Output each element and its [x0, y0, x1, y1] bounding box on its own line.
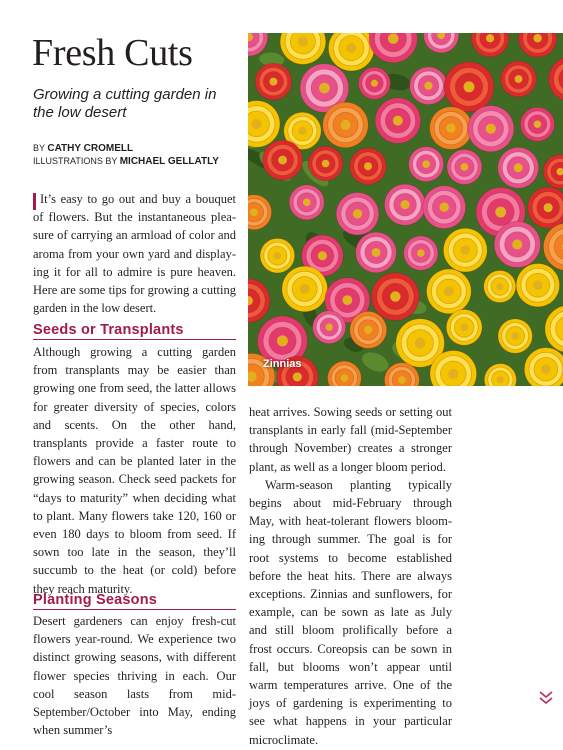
intro-block [33, 190, 236, 317]
planting-paragraph-right-2: Warm-season planting typically begins about mid-February through May, with heat-tolerant flowers blooming through summer. The goal is for root systems to become established before the heat hits. There are always exceptions. Zinnias and sunflowers, for example, can be sown as late as July and still bloom prolifically before a frost occurs. Coreopsis can be sown in fall, but blooms won’t appear until warm temperatures arrive. One of the joys of gardening is experimenting to see what happens in your particular microclimate. [249, 477, 452, 747]
zinnia-flower [516, 263, 559, 306]
zinnia-flower [520, 107, 554, 141]
zinnia-flower [375, 98, 420, 143]
zinnia-flower [260, 238, 295, 273]
author-line [33, 142, 243, 155]
drop-bar [33, 193, 36, 210]
byline-prefix: BY [33, 143, 45, 153]
seeds-paragraph: Although growing a cutting garden from transplants may be easier than growing one from seed, the latter allows for greater diversity of species, colors and scents. On the other hand, transplants provide a faster route to flowers and can be planted later in the growing season. Check seed packets for “days to maturity” when deciding what to plant. Many flowers take 120, 160 or even 180 days to bloom from seed. If sown too late in the season, they’ll succumb to the heat (or cold) before they reach maturity. [33, 345, 236, 596]
photo-caption: Zinnias [263, 358, 302, 370]
zinnia-flower [468, 106, 514, 152]
article-title: Fresh Cuts [32, 32, 193, 74]
intro-paragraph [33, 190, 236, 317]
zinnia-flower [404, 236, 438, 270]
section-heading-seeds: Seeds or Transplants [33, 322, 184, 338]
zinnia-flower [443, 228, 487, 272]
zinnia-flower [263, 140, 303, 180]
zinnia-flower [498, 319, 532, 353]
zinnia-flower [444, 62, 494, 112]
illustrator-name: MICHAEL GELLATLY [119, 156, 219, 167]
zinnia-flower [308, 146, 343, 181]
zinnia-flower [430, 107, 473, 150]
zinnia-flower [255, 63, 291, 99]
zinnia-flower [336, 192, 379, 235]
zinnia-flower [384, 184, 425, 225]
zinnia-flower [409, 147, 444, 182]
zinnia-flower [501, 61, 537, 97]
byline [33, 142, 243, 168]
zinnia-flower [356, 232, 397, 273]
planting-column-left [33, 612, 236, 739]
zinnia-flower [313, 311, 346, 344]
article-subtitle: Growing a cutting garden in the low desert [33, 86, 217, 121]
illustrations-prefix: ILLUSTRATIONS BY [33, 156, 118, 166]
section-rule-seeds [33, 339, 236, 340]
zinnia-flower [427, 269, 472, 314]
section-heading-planting: Planting Seasons [33, 592, 158, 608]
illustrator-line [33, 155, 243, 168]
zinnia-flower [446, 309, 482, 345]
section-rule-planting [33, 609, 236, 610]
zinnia-flower [484, 270, 516, 302]
zinnia-flower [494, 221, 540, 267]
planting-paragraph-left: Desert gardeners can enjoy fresh-cut flowers year-round. We experience two distinct growing seasons, with different flower species thriving in each. Our cool season lasts from mid-September/October into May, ending when summer’s [33, 614, 236, 738]
flower-illustration [248, 33, 563, 386]
zinnia-flower [323, 102, 369, 148]
double-chevron-down-icon[interactable] [538, 689, 554, 707]
zinnia-flower [289, 185, 324, 220]
zinnia-flower [350, 148, 387, 185]
zinnia-photo [248, 33, 563, 386]
zinnia-flower [410, 67, 448, 105]
intro-text: It’s easy to go out and buy a bouquet of flowers. But the instantaneous pleasure of carrying an armload of color and aroma from your own yard and displaying it for all to admire is pure heaven. Here are some tips for growing a cutting garden in the low desert. [33, 192, 236, 316]
zinnia-flower [371, 273, 419, 321]
zinnia-flower [358, 67, 390, 99]
zinnia-flower [350, 311, 387, 348]
zinnia-flower [498, 147, 539, 188]
zinnia-flower [282, 266, 328, 312]
zinnia-flower [423, 186, 466, 229]
planting-paragraph-right-1: heat arrives. Sowing seeds or setting out transplants in early fall (mid-September through November) creates a stronger plant, as well as a longer bloom period. [249, 405, 452, 474]
planting-column-right [249, 403, 452, 749]
author-name: CATHY CROMELL [47, 143, 134, 154]
zinnia-flower [447, 149, 482, 184]
seeds-column [33, 343, 236, 598]
